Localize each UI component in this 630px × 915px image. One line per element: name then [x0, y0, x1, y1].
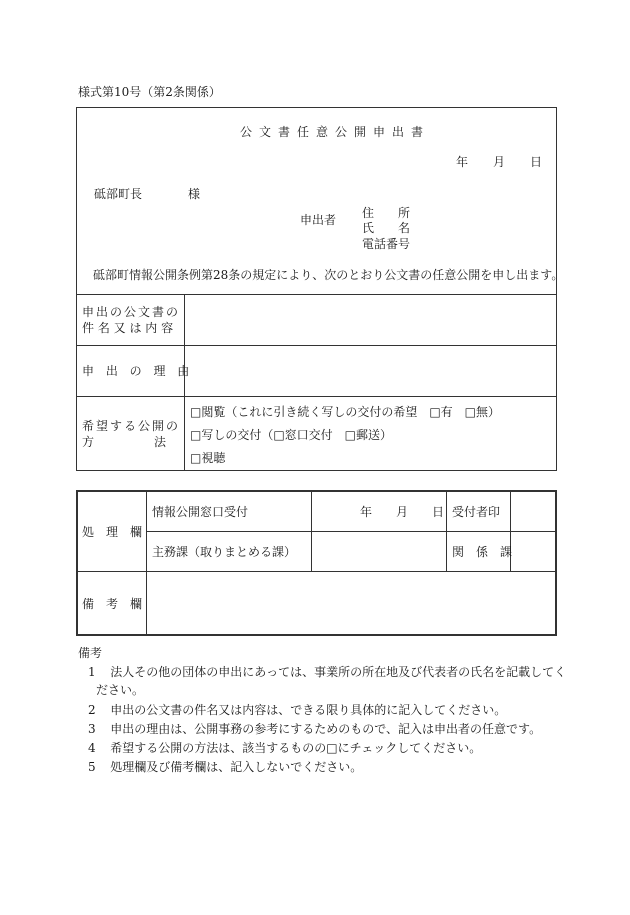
applicant-phone-label: 電話番号: [362, 237, 411, 251]
request-date-day: 日: [530, 155, 543, 169]
applicant-name-label: 氏 名: [362, 221, 411, 235]
note-number: 3: [88, 722, 96, 736]
request-date-year: 年: [456, 155, 469, 169]
applicant-address-label: 住 所: [362, 206, 411, 220]
remarks-label: 備 考 欄: [82, 597, 143, 611]
related-department-label: 関 係 課: [452, 545, 513, 559]
method-option-viewing[interactable]: □閲覧（これに引き続く写しの交付の希望 □有 □無）: [190, 405, 501, 419]
applicant-label: 申出者: [300, 213, 337, 227]
form-title: 公文書任意公開申出書: [240, 125, 431, 139]
processing-date-month: 月: [396, 505, 409, 519]
subject-input-cell[interactable]: [186, 296, 555, 344]
method-label-line2: 方 法: [82, 435, 167, 449]
main-department-cell: [313, 533, 445, 570]
note-text: 法人その他の団体の申出にあっては、事業所の所在地及び代表者の氏名を記載してく: [110, 665, 567, 679]
note-item: [88, 760, 362, 775]
processing-date-day: 日: [432, 505, 445, 519]
note-item: [88, 665, 566, 680]
note-number: 4: [88, 741, 96, 755]
reason-input-cell[interactable]: [186, 347, 555, 395]
notes-heading: 備考: [78, 646, 103, 660]
processing-label: 処 理 欄: [82, 525, 143, 539]
recipient-name: 砥部町長: [94, 187, 143, 201]
method-option-copy[interactable]: □写しの交付（□窓口交付 □郵送）: [190, 428, 393, 442]
request-date-month: 月: [493, 155, 506, 169]
note-number: 1: [88, 665, 96, 679]
note-text: 処理欄及び備考欄は、記入しないでください。: [110, 760, 363, 774]
receiver-seal-cell: [512, 492, 555, 530]
subject-label-line2: 件 名 又 は 内 容: [82, 321, 174, 335]
request-statement: 砥部町情報公開条例第28条の規定により、次のとおり公文書の任意公開を申し出ます。: [93, 268, 564, 282]
note-number: 5: [88, 760, 96, 774]
method-option-audiovisual[interactable]: □視聴: [190, 451, 226, 465]
note-text: 申出の公文書の件名又は内容は、できる限り具体的に記入してください。: [110, 703, 507, 717]
reason-label: 申 出 の 理 由: [82, 364, 194, 378]
note-text: ださい。: [96, 683, 145, 697]
note-item: [88, 703, 506, 718]
note-number: 2: [88, 703, 96, 717]
method-label-line1: 希望する公開の: [82, 419, 181, 433]
note-item: [88, 741, 481, 756]
note-text: 申出の理由は、公開事務の参考にするためのもので、記入は申出者の任意です。: [110, 722, 542, 736]
processing-date-year: 年: [360, 505, 373, 519]
receiver-seal-label: 受付者印: [452, 505, 501, 519]
note-text: 希望する公開の方法は、該当するものの□にチェックしてください。: [110, 741, 482, 755]
window-reception-label: 情報公開窓口受付: [152, 505, 249, 519]
subject-label-line1: 申出の公文書の: [82, 305, 181, 319]
recipient-honorific: 様: [188, 187, 201, 201]
main-department-label: 主務課（取りまとめる課）: [152, 545, 297, 559]
note-item: [88, 722, 541, 737]
note-item-continuation: [96, 683, 144, 698]
form-number: 様式第10号（第2条関係）: [78, 85, 221, 99]
